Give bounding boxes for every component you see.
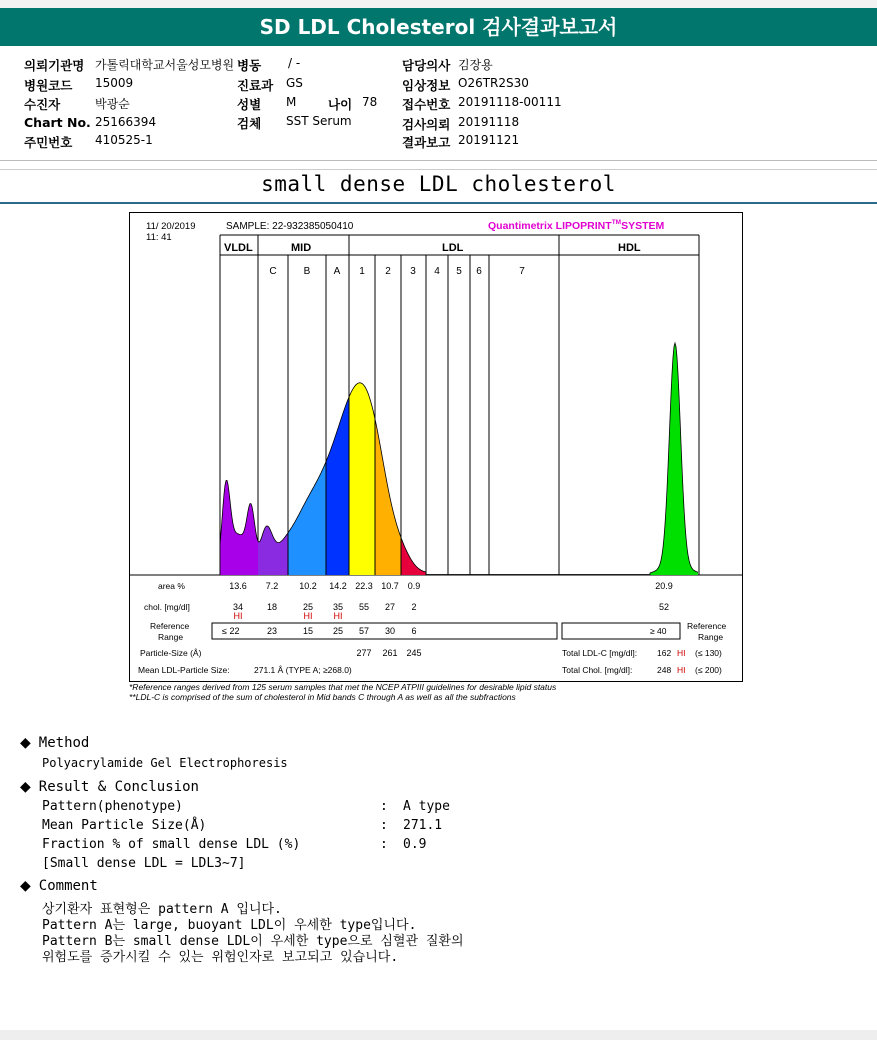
patient-name: 박광순 <box>95 97 130 111</box>
chart-brand: Quantimetrix LIPOPRINT™SYSTEM <box>488 219 665 232</box>
diamond-icon: ◆ <box>20 878 31 894</box>
divider <box>0 169 877 170</box>
chol-value: 35 <box>332 602 344 612</box>
receipt-label: 접수번호 <box>402 97 451 112</box>
chart-time: 11: 41 <box>146 232 172 243</box>
result-label-fraction: Fraction % of small dense LDL (%) <box>42 837 301 852</box>
mean-size-label: Mean LDL-Particle Size: <box>138 665 230 675</box>
area-row <box>229 581 673 591</box>
comment-heading: ◆ Comment <box>20 878 98 894</box>
band-label: 4 <box>434 266 440 277</box>
patient-label: 수진자 <box>24 97 61 112</box>
ref-row <box>222 626 417 636</box>
particle-size-value: 277 <box>356 648 372 658</box>
institution-label: 의뢰기관명 <box>24 58 85 73</box>
request-date-value: 20191118 <box>458 115 520 129</box>
diamond-icon: ◆ <box>20 735 31 751</box>
total-chol-label: Total Chol. [mg/dl]: <box>562 665 633 675</box>
clinical-value: O26TR2S30 <box>458 76 529 90</box>
result-sep: : <box>380 818 388 833</box>
id-label: 주민번호 <box>24 135 73 150</box>
result-value-pattern: A type <box>403 799 450 814</box>
particle-row <box>356 648 421 658</box>
hospital-code-value: 15009 <box>95 76 134 90</box>
clinical-label: 임상정보 <box>402 78 451 93</box>
ward-label: 병동 <box>237 58 262 73</box>
result-label-size: Mean Particle Size(Å) <box>42 818 207 833</box>
result-value-size: 271.1 <box>403 818 443 833</box>
specimen-label: 검체 <box>237 116 262 131</box>
result-sep: : <box>380 799 388 814</box>
chol-value: 27 <box>384 602 396 612</box>
footnote-2: **LDL-C is comprised of the sum of cholesterol in Mid bands C through A as well as all the subfractions <box>129 692 516 702</box>
chart-no-label: Chart No. <box>24 115 91 130</box>
ref-value: 57 <box>358 626 370 636</box>
chol-value: 18 <box>266 602 278 612</box>
group-label-hdl: HDL <box>618 242 641 254</box>
area-value: 14.2 <box>329 581 347 591</box>
id-value: 410525-1 <box>95 133 153 147</box>
ref-value: 25 <box>332 626 344 636</box>
result-value-fraction: 0.9 <box>403 837 427 852</box>
band-label: 5 <box>456 266 462 277</box>
lipoprint-chart-svg <box>130 213 742 681</box>
ref-value: 15 <box>302 626 314 636</box>
area-value: 13.6 <box>229 581 247 591</box>
total-chol-value: 248 <box>657 665 672 675</box>
group-label-vldl: VLDL <box>224 242 253 254</box>
hi-row <box>234 611 343 621</box>
chol-value: 34 <box>232 602 244 612</box>
fraction-area <box>650 343 698 575</box>
result-label-pattern: Pattern(phenotype) <box>42 799 183 814</box>
band-label: A <box>333 266 341 277</box>
particle-size-value: 245 <box>406 648 422 658</box>
bottom-strip <box>0 1030 877 1040</box>
age-label: 나이 <box>328 97 353 112</box>
chol-row <box>233 602 669 612</box>
total-ldl-ref: (≤ 130) <box>695 648 722 658</box>
receipt-value: 20191118-00111 <box>458 95 562 109</box>
area-value: 10.2 <box>299 581 317 591</box>
area-value: 7.2 <box>265 581 279 591</box>
ref-label-2: Range <box>158 632 184 642</box>
particle-size-label: Particle-Size (Å) <box>140 648 202 658</box>
area-value: 22.3 <box>355 581 373 591</box>
request-date-label: 검사의뢰 <box>402 117 451 132</box>
report-date-label: 결과보고 <box>402 135 451 150</box>
comment-line: Pattern A는 large, buoyant LDL이 우세한 type입니다. <box>42 918 417 933</box>
group-label-ldl: LDL <box>442 242 464 254</box>
band-label: 1 <box>359 266 365 277</box>
ref-value: ≤ 22 <box>222 626 240 636</box>
sex-label: 성별 <box>237 97 262 112</box>
lipoprint-chart <box>129 212 743 682</box>
doctor-value: 김장용 <box>458 58 493 72</box>
hi-flag: HI <box>233 611 243 621</box>
fraction-area <box>349 383 375 575</box>
chart-date: 11/ 20/2019 <box>146 221 196 232</box>
ref-label-1-right: Reference <box>687 621 727 631</box>
dept-label: 진료과 <box>237 78 274 93</box>
comment-line: 위험도를 증가시킬 수 있는 위험인자로 보고되고 있습니다. <box>42 950 399 965</box>
area-value: 20.9 <box>655 581 673 591</box>
band-labels <box>269 266 525 277</box>
report-date-value: 20191121 <box>458 133 520 147</box>
patient-info <box>0 50 877 160</box>
specimen-value: SST Serum <box>286 114 352 128</box>
band-label: C <box>269 266 277 277</box>
method-heading: ◆ Method <box>20 735 90 751</box>
ref-hdl-value: ≥ 40 <box>650 626 667 636</box>
footnote-1: *Reference ranges derived from 125 serum samples that met the NCEP ATPIII guidelines for desirable lipid status <box>129 682 557 692</box>
comment-line: 상기환자 표현형은 pattern A 입니다. <box>42 902 282 917</box>
top-strip <box>0 0 877 8</box>
doctor-label: 담당의사 <box>402 58 451 73</box>
chol-value: 52 <box>658 602 670 612</box>
dept-value: GS <box>286 76 303 90</box>
total-ldl-hi: HI <box>677 648 686 658</box>
result-note: [Small dense LDL = LDL3~7] <box>42 856 246 871</box>
area-label: area % <box>158 581 185 591</box>
band-label: 2 <box>385 266 391 277</box>
total-ldl-value: 162 <box>657 648 672 658</box>
fraction-area <box>288 462 326 575</box>
band-label: B <box>303 266 311 277</box>
hospital-code-label: 병원코드 <box>24 78 73 93</box>
divider <box>0 202 877 204</box>
result-heading: ◆ Result & Conclusion <box>20 779 199 795</box>
chart-sample: SAMPLE: 22-932385050410 <box>226 221 354 232</box>
fraction-area <box>375 419 401 575</box>
ref-label-2-right: Range <box>698 632 724 642</box>
diamond-icon: ◆ <box>20 779 31 795</box>
fraction-area <box>326 397 349 575</box>
band-label: 3 <box>410 266 416 277</box>
chol-value: 25 <box>302 602 314 612</box>
curve-layer <box>220 343 698 575</box>
ref-value: 30 <box>384 626 396 636</box>
result-sep: : <box>380 837 388 852</box>
band-label: 7 <box>519 266 525 277</box>
total-chol-hi: HI <box>677 665 686 675</box>
method-text: Polyacrylamide Gel Electrophoresis <box>42 756 288 770</box>
ref-value: 23 <box>266 626 278 636</box>
ward-value: / - <box>288 56 301 70</box>
area-value: 10.7 <box>381 581 399 591</box>
mean-size-value: 271.1 Å (TYPE A; ≥268.0) <box>254 665 352 675</box>
total-chol-ref: (≤ 200) <box>695 665 722 675</box>
institution-value: 가톨릭대학교서울성모병원 <box>95 58 235 72</box>
area-value: 0.9 <box>407 581 421 591</box>
section-subtitle: small dense LDL cholesterol <box>261 172 616 196</box>
divider <box>0 160 877 161</box>
particle-size-value: 261 <box>382 648 398 658</box>
band-label: 6 <box>476 266 482 277</box>
chart-no-value: 25166394 <box>95 115 157 129</box>
comment-line: Pattern B는 small dense LDL이 우세한 type으로 심혈관 질환의 <box>42 934 464 949</box>
chol-value: 55 <box>358 602 370 612</box>
age-value: 78 <box>362 95 378 109</box>
group-label-mid: MID <box>291 242 312 254</box>
hi-flag: HI <box>333 611 343 621</box>
total-ldl-label: Total LDL-C [mg/dl]: <box>562 648 638 658</box>
ref-label-1: Reference <box>150 621 190 631</box>
fraction-area <box>401 538 426 575</box>
ref-value: 6 <box>411 626 417 636</box>
chol-value: 2 <box>411 602 417 612</box>
fraction-area <box>220 480 258 575</box>
hi-flag: HI <box>303 611 313 621</box>
report-title: SD LDL Cholesterol 검사결과보고서 <box>0 8 877 46</box>
chol-label: chol. [mg/dl] <box>144 602 190 612</box>
sex-value: M <box>286 95 297 109</box>
